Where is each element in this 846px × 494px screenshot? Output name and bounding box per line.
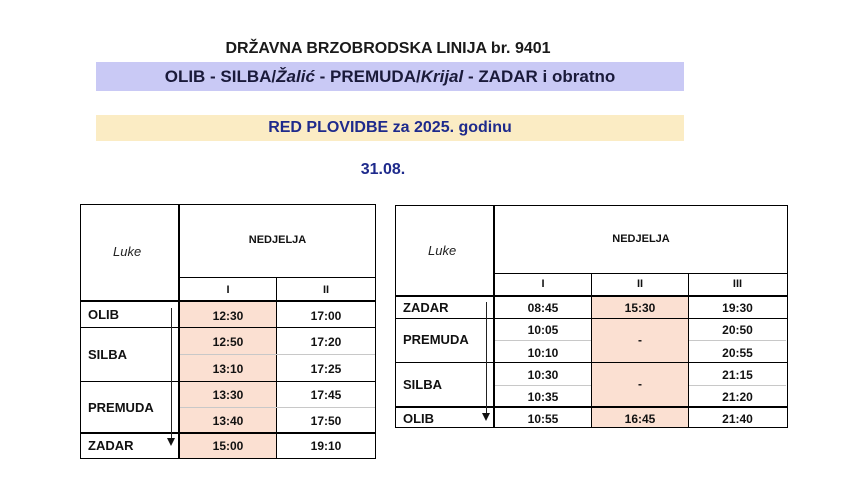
left-cell: 13:40 (212, 414, 244, 428)
schedule-date: 31.08. (360, 161, 406, 178)
right-col-header-3: III (732, 278, 743, 290)
route-part-3: - PREMUDA/ (314, 67, 421, 86)
left-cell: 15:00 (212, 439, 244, 453)
route-part-1: OLIB - SILBA/ (164, 67, 277, 86)
right-dash-premuda: - (638, 333, 642, 347)
right-port-zadar: ZADAR (403, 300, 449, 315)
left-cell: 12:50 (212, 335, 244, 349)
right-cell: 10:55 (527, 412, 559, 426)
left-port-olib: OLIB (88, 307, 120, 322)
left-port-premuda: PREMUDA (88, 400, 154, 415)
right-col-header-2: II (636, 278, 644, 290)
right-cell: 16:45 (624, 412, 656, 426)
right-cell: 10:10 (527, 346, 559, 360)
left-arrow-head-icon (167, 438, 175, 446)
right-cell: 19:30 (722, 301, 753, 315)
right-cell: 10:35 (527, 390, 559, 404)
schedule-title: RED PLOVIDBE za 2025. godinu (96, 115, 684, 141)
left-direction-arrow (171, 308, 172, 438)
left-col-header-1: I (226, 284, 230, 296)
right-cell: 20:55 (722, 346, 753, 360)
left-cell: 19:10 (310, 439, 342, 453)
right-cell: 15:30 (624, 301, 656, 315)
right-day-header: NEDJELJA (612, 233, 670, 245)
route-part-5: - ZADAR i obratno (463, 67, 616, 86)
left-cell: 17:20 (310, 335, 342, 349)
right-arrow-head-icon (482, 413, 490, 421)
right-cell: 10:05 (527, 323, 559, 337)
right-port-silba: SILBA (403, 377, 442, 392)
left-col-header-2: II (322, 284, 330, 296)
right-cell: 10:30 (527, 368, 559, 382)
right-col-header-1: I (541, 278, 545, 290)
left-cell: 17:50 (310, 414, 342, 428)
left-luke-label: Luke (113, 244, 142, 259)
right-luke-label: Luke (428, 243, 457, 258)
line-title: DRŽAVNA BRZOBRODSKA LINIJA br. 9401 (225, 40, 551, 57)
right-port-olib: OLIB (403, 411, 435, 426)
left-port-silba: SILBA (88, 347, 127, 362)
left-day-header: NEDJELJA (248, 234, 307, 246)
route-part-2: Žalić (276, 67, 315, 86)
right-cell: 21:20 (722, 390, 753, 404)
left-cell: 17:25 (310, 362, 342, 376)
left-col-i-shade (180, 302, 276, 458)
route-banner (96, 62, 684, 91)
left-cell: 13:10 (212, 362, 244, 376)
right-cell: 20:50 (722, 323, 753, 337)
right-cell: 21:15 (722, 368, 753, 382)
right-cell: 08:45 (527, 301, 559, 315)
left-cell: 13:30 (212, 388, 244, 402)
left-port-zadar: ZADAR (88, 438, 134, 453)
right-port-premuda: PREMUDA (403, 332, 469, 347)
route-part-4: Krijal (420, 67, 464, 86)
right-dash-silba: - (638, 377, 642, 391)
left-cell: 17:00 (310, 309, 342, 323)
left-cell: 17:45 (310, 388, 342, 402)
right-cell: 21:40 (722, 412, 753, 426)
right-direction-arrow (486, 302, 487, 413)
left-cell: 12:30 (212, 309, 244, 323)
